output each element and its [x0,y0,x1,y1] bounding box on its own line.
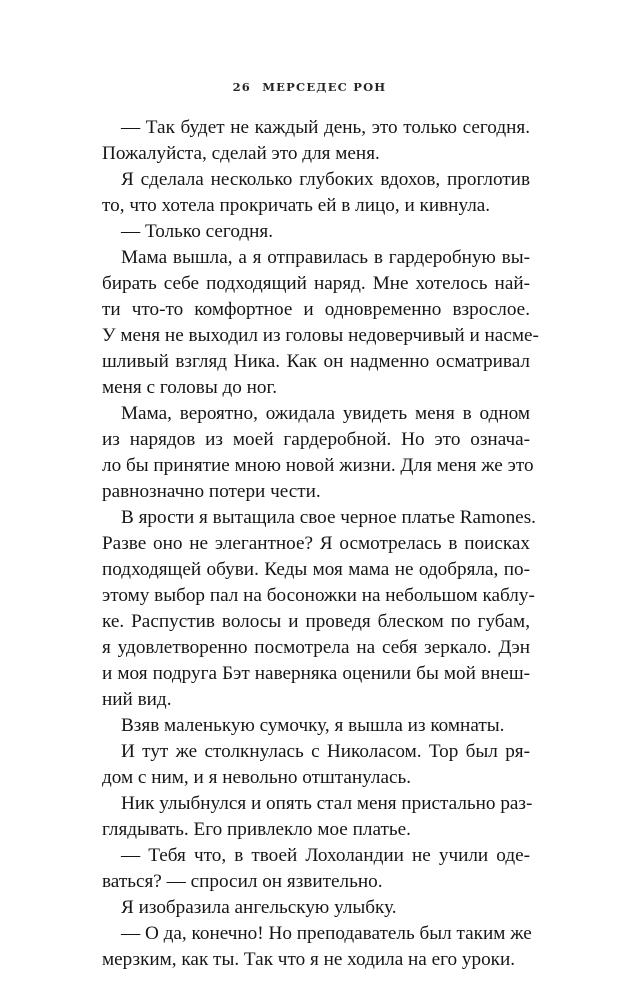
text-line: меня с головы до ног. [102,377,278,398]
text-line: из нарядов из моей гардеробной. Но это означа- [102,429,530,450]
text-line: этому выбор пал на босоножки на небольшом каблу- [102,585,535,606]
text-line: ти что-то комфортное и одновременно взрослое. [102,299,530,320]
text-line: Пожалуйста, сделай это для меня. [102,143,380,164]
text-line: Мама вышла, а я отправилась в гардеробную вы- [121,247,530,268]
text-line: глядывать. Его привлекло мое платье. [102,819,411,840]
text-line: Я изобразила ангельскую улыбку. [121,897,397,918]
running-head [0,80,619,94]
author-name: МЕРСЕДЕС РОН [262,80,387,94]
text-line: Мама, вероятно, ожидала увидеть меня в одном [121,403,530,424]
text-line: мерзким, как ты. Так что я не ходила на его уроки. [102,949,516,970]
text-line: ке. Распустив волосы и проведя блеском по губам, [102,611,530,632]
text-line: — Тебя что, в твоей Лохоландии не учили оде- [121,845,530,866]
text-line: В ярости я вытащила свое черное платье Ramones. [121,507,536,528]
text-line: дом с ним, и я невольно отштанулась. [102,767,412,788]
text-line: равнозначно потери чести. [102,481,321,502]
text-line: Разве оно не элегантное? Я осмотрелась в поисках [102,533,530,554]
text-line: У меня не выходил из головы недоверчивый и насме- [102,325,539,346]
text-line: — Только сегодня. [121,221,274,242]
text-line: И тут же столкнулась с Николасом. Тор был ря- [121,741,530,762]
text-line: ло бы принятие мною новой жизни. Для меня же это [102,455,534,476]
text-line: подходящей обуви. Кеды моя мама не одобряла, по- [102,559,530,580]
text-line: Я сделала несколько глубоких вдохов, проглотив [121,169,530,190]
text-line: Ник улыбнулся и опять стал меня пристально раз- [121,793,533,814]
text-line: то, что хотела прокричать ей в лицо, и кивнула. [102,195,491,216]
text-line: Взяв маленькую сумочку, я вышла из комнаты. [121,715,505,736]
text-line: — Так будет не каждый день, это только сегодня. [121,117,530,138]
page-number: 26 [232,80,252,94]
text-line: я удовлетворенно посмотрела на себя зеркало. Дэн [102,637,530,658]
text-line: ваться? — спросил он язвительно. [102,871,383,892]
text-line: шливый взгляд Ника. Как он надменно осматривал [102,351,530,372]
text-line: и моя подруга Бэт наверняка оценили бы мой внеш- [102,663,530,684]
text-line: ний вид. [102,689,172,710]
body-text [102,115,539,973]
text-line: бирать себе подходящий наряд. Мне хотелось най- [102,273,530,294]
text-line: — О да, конечно! Но преподаватель был таким же [121,923,532,944]
